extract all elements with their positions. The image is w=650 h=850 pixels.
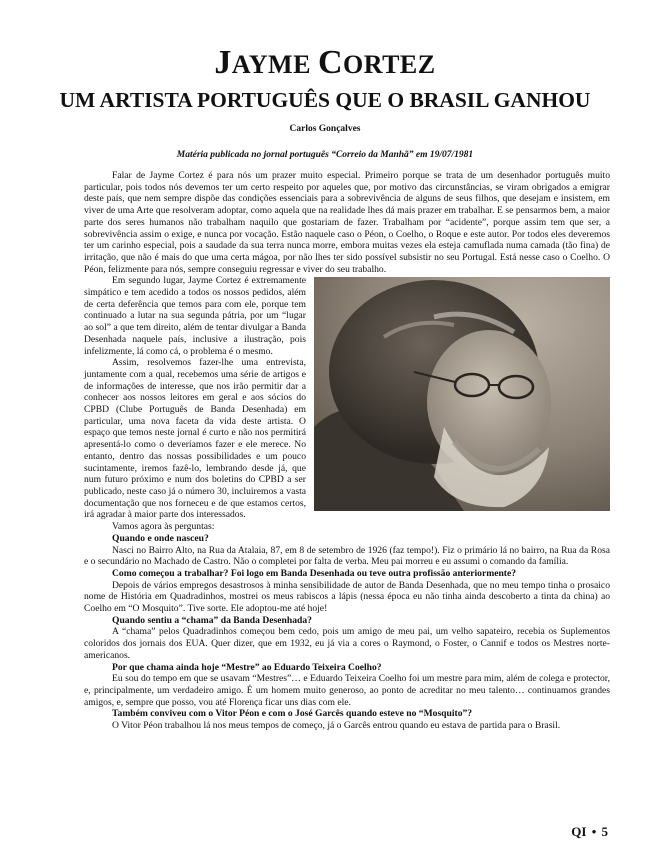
title-initial-j: J — [214, 44, 232, 81]
question-text: Como começou a trabalhar? Foi logo em Banda Desenhada ou teve outra profissão anteriormente? — [112, 567, 517, 579]
answer-2 — [84, 580, 610, 615]
paragraph-text: Assim, resolvemos fazer-lhe uma entrevista, juntamente com a qual, recebemos uma série de artigos e de informações de interesse, que nos irão permitir dar a conhecer aos nossos leitores em geral e aos sócios do CPBD (Clube Português de Banda Desenhada) em particular, uma nova faceta da vida deste artista. O espaço que temos neste jornal é curto e não nos permitirá apresentá-lo como o deveríamos fazer e ele merece. No entanto, dentro das nossas possibilidades e um pouco sucintamente, iremos fazê-lo, lembrando desde já, que num futuro próximo e num dos boletins do CPBD a ser publicado, neste caso já o número 30, incluiremos a vasta documentação que nos forneceu e de que estamos certos, irá agradar à maior parte dos interessados. — [84, 357, 306, 521]
page-subtitle: UM ARTISTA PORTUGUÊS QUE O BRASIL GANHOU — [59, 88, 591, 112]
answer-text: A “chama” pelos Quadradinhos começou bem cedo, pois um amigo de meu pai, um velho sapateiro, recebia os Suplementos coloridos dos jornais dos EUA. Quer dizer, que em 1932, eu já via a cores o Raymond, o Foster, o Cannif e todos os Mestres norte-americanos. — [84, 626, 610, 661]
question-1 — [84, 533, 610, 545]
answer-text: Depois de vários empregos desastrosos à minha sensibilidade de autor de Banda Desenhada, que no meu tempo tinha o prosaico nome de História em Quadradinhos, mostrei os meus rabiscos a lápis (nessa época eu não tinha ainda descoberto a tinta da china) ao Coelho em “O Mosquito”. Tive sorte. Ele adoptou-me até hoje! — [84, 579, 610, 615]
portrait-image — [314, 277, 610, 511]
footer-label: QI — [571, 824, 587, 839]
question-4 — [84, 662, 610, 674]
bullet-icon: • — [591, 824, 597, 839]
question-text: Também conviveu com o Vitor Péon e com o José Garcês quando esteve no “Mosquito”? — [112, 708, 473, 720]
answer-4 — [84, 673, 610, 708]
answer-text: Nasci no Bairro Alto, na Rua da Atalaia, 87, em 8 de setembro de 1926 (faz tempo!). Fiz o primário lá no bairro, na Rua da Rosa e o secundário no Machado de Castro. Não o completei por falta de verba. Meu pai morreu e eu assumi o comando da família. — [84, 544, 610, 568]
question-5 — [84, 708, 610, 720]
page-number: 5 — [601, 824, 608, 839]
answer-1 — [84, 545, 610, 568]
title-rest-last: ORTEZ — [343, 50, 436, 79]
title-initial-c: C — [317, 44, 343, 81]
author-name: Carlos Gonçalves — [289, 124, 361, 134]
paragraph-1-intro — [84, 170, 610, 275]
paragraph-text: Falar de Jayme Cortez é para nós um prazer muito especial. Primeiro porque se trata de um desenhador português muito particular, pois todos nós devemos ter um certo respeito por aqueles que, por motivo das circunstâncias, se viram obrigados a emigrar deste país, que nem sempre dispõe das condições essenciais para a sobrevivência de alguns de seus filhos, que desejam e insistem, em viver de uma Arte que resolveram adoptar, como aquela que na realidade lhes dá mais prazer em trabalhar. E se pensarmos bem, a maior parte dos seres humanos não trabalham naquilo que gostariam de fazer. Trabalham por “acidente”, porque assim tem que ser, a sobrevivência assim o exige, e nunca por vocação. Estão naquele caso o Péon, o Coelho, o Roque e este autor. Por todos eles deveremos ter um carinho especial, pois a saudade da sua terra nunca morre, embora muitas vezes ela esteja camuflada numa camada (tão fina) de irritação, que não é mais do que uma certa mágoa, por não lhes ter sido possível subsistir no seu Portugal. Está nesse caso o Coelho. O Péon, felizmente para nós, sempre conseguiu regressar e viver do seu trabalho. — [84, 170, 610, 275]
paragraph-text: Vamos agora às perguntas: — [112, 521, 215, 533]
paragraph-4 — [84, 521, 610, 533]
question-3 — [84, 615, 610, 627]
answer-3 — [84, 626, 610, 661]
question-text: Quando e onde nasceu? — [112, 532, 209, 544]
portrait-photo — [314, 277, 610, 511]
answer-text: O Vitor Péon trabalhou lá nos meus tempos de começo, já o Garcês entrou quando eu estava de partida para o Brasil. — [112, 720, 561, 732]
question-text: Por que chama ainda hoje “Mestre” ao Eduardo Teixeira Coelho? — [112, 661, 382, 673]
title-rest-first: AYME — [231, 50, 318, 79]
source-note: Matéria publicada no jornal português “Correio da Manhã” em 19/07/1981 — [176, 150, 474, 160]
answer-5 — [84, 720, 610, 732]
paragraph-text: Em segundo lugar, Jayme Cortez é extremamente simpático e tem acedido a todos os nossos pedidos, além de certa deferência que temos para com ele, porque tem continuado a lutar na sua segunda pátria, por um “lugar ao sol” a que tem direito, além de tentar divulgar a Banda Desenhada naquele país, inclusive a ilustração, pois infelizmente, lá como cá, o problema é o mesmo. — [84, 275, 306, 357]
page-title — [0, 46, 650, 80]
question-2 — [84, 568, 610, 580]
question-text: Quando sentiu a “chama” da Banda Desenhada? — [112, 614, 312, 626]
page-footer — [571, 824, 608, 840]
article-body — [84, 170, 610, 732]
answer-text: Eu sou do tempo em que se usavam “Mestres”… e Eduardo Teixeira Coelho foi um mestre para mim, além de colega e protector, e, principalmente, um verdadeiro amigo. É um homem muito generoso, ao ponto de acreditar no meu talento… continuamos grandes amigos, e, sempre que posso, vou até Florença ficar uns dias com ele. — [84, 673, 610, 708]
